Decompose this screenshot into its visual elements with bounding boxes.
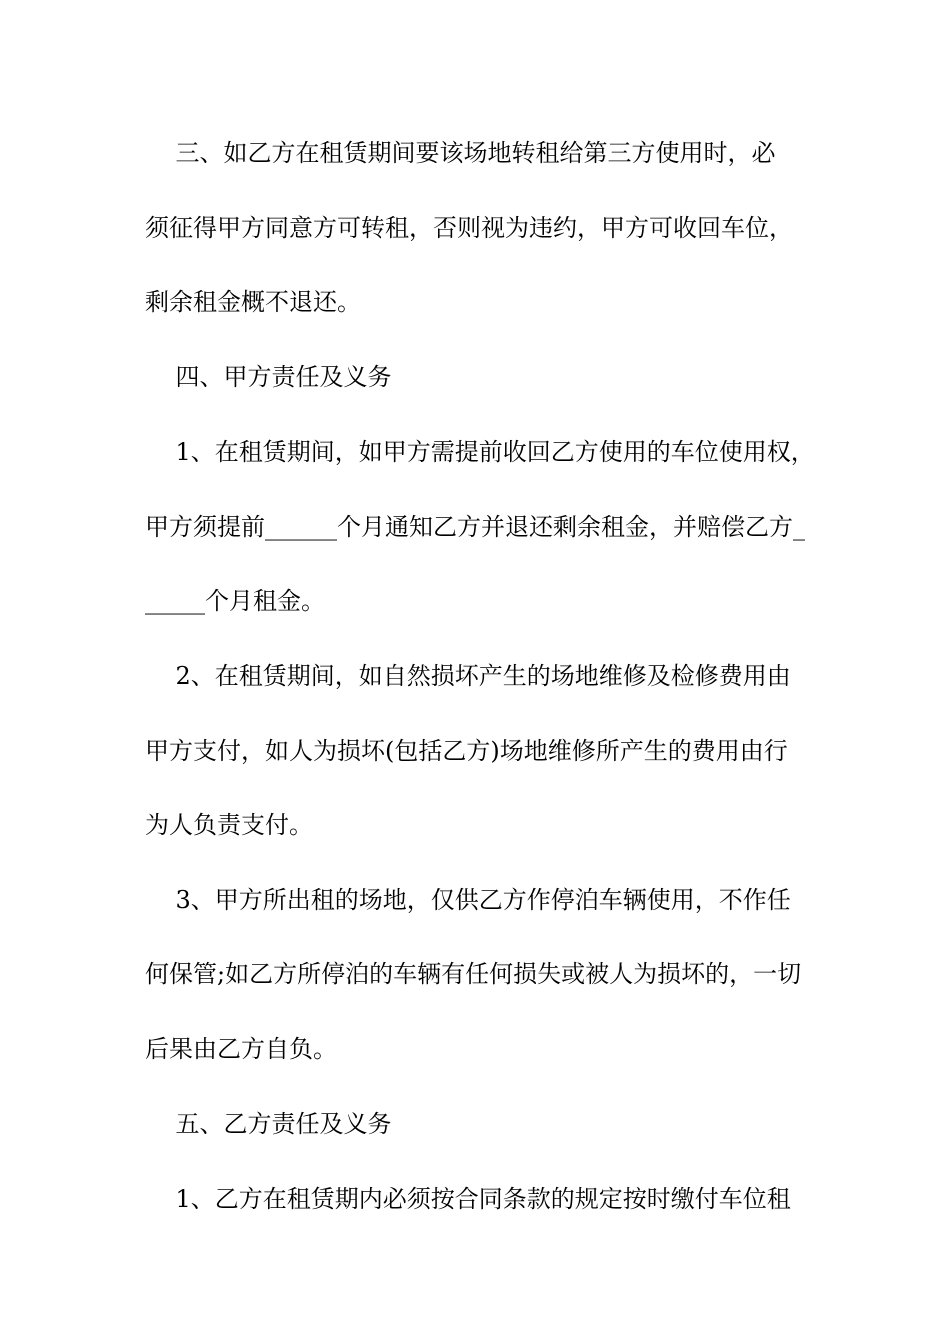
- paragraph-line: 3、甲方所出租的场地，仅供乙方作停泊车辆使用，不作任: [145, 886, 791, 914]
- paragraph-line: 甲方支付，如人为损坏(包括乙方)场地维修所产生的费用由行: [145, 737, 788, 765]
- paragraph-line: 剩余租金概不退还。: [145, 288, 361, 316]
- paragraph-line: 1、在租赁期间，如甲方需提前收回乙方使用的车位使用权，: [145, 438, 815, 466]
- paragraph-line: 后果由乙方自负。: [145, 1035, 337, 1063]
- section-heading: 四、甲方责任及义务: [145, 363, 392, 391]
- section-heading: 五、乙方责任及义务: [145, 1110, 392, 1138]
- paragraph-line: 何保管;如乙方所停泊的车辆有任何损失或被人为损坏的，一切: [145, 960, 802, 988]
- paragraph-line: 2、在租赁期间，如自然损坏产生的场地维修及检修费用由: [145, 662, 791, 690]
- paragraph-line: 三、如乙方在租赁期间要该场地转租给第三方使用时，必: [145, 139, 776, 167]
- paragraph-line: _____个月租金。: [145, 587, 325, 615]
- paragraph-line: 须征得甲方同意方可转租，否则视为违约，甲方可收回车位，: [145, 214, 793, 242]
- paragraph-line: 1、乙方在租赁期内必须按合同条款的规定按时缴付车位租: [145, 1185, 791, 1213]
- paragraph-line: 甲方须提前______个月通知乙方并退还剩余租金，并赔偿乙方_: [145, 513, 805, 541]
- paragraph-line: 为人负责支付。: [145, 811, 313, 839]
